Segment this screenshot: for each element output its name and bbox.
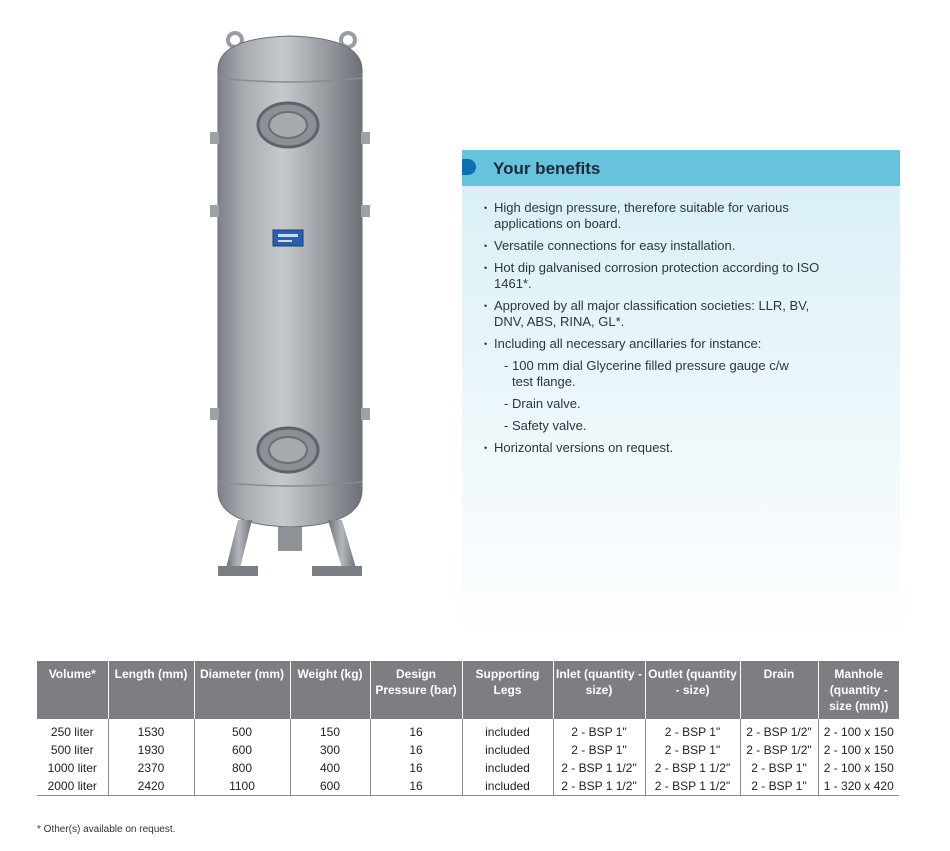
table-cell: included (462, 741, 553, 759)
table-cell: 2 - BSP 1/2" (740, 741, 818, 759)
table-cell: 16 (370, 777, 462, 796)
benefits-list (462, 186, 900, 352)
table-cell: 1 - 320 x 420 (818, 777, 899, 796)
table-header-row (37, 661, 899, 719)
table-cell: 2 - 100 x 150 (823, 725, 894, 739)
table-cell: 1000 liter (37, 759, 108, 777)
benefit-item: • Including all necessary ancillaries for instance: (484, 336, 834, 352)
table-cell: 2 - BSP 1" (740, 777, 818, 796)
ancillary-item: - Drain valve. (504, 396, 812, 412)
specifications-table (37, 661, 899, 796)
table-cell: 2 - BSP 1/2" (740, 719, 818, 741)
ancillary-item: - Safety valve. (504, 418, 812, 434)
table-cell: 500 liter (37, 741, 108, 759)
column-header: Diameter (mm) (194, 661, 290, 719)
footnote: * Other(s) available on request. (37, 824, 176, 835)
benefit-item: • High design pressure, therefore suitable for various applications on board. (484, 200, 834, 232)
table-cell: 2 - BSP 1" (645, 741, 740, 759)
table-cell: 600 (290, 777, 370, 796)
benefits-title: Your benefits (493, 159, 601, 178)
ancillaries-list (462, 358, 900, 434)
table-cell: 2 - BSP 1 1/2" (553, 759, 645, 777)
ancillary-item: - 100 mm dial Glycerine filled pressure gauge c/w test flange. (504, 358, 812, 390)
table-cell: 800 (194, 759, 290, 777)
table-cell: 2 - 100 x 150 (823, 761, 894, 775)
table-cell: 2 - BSP 1" (553, 741, 645, 759)
benefit-item: • Approved by all major classification societies: LLR, BV, DNV, ABS, RINA, GL*. (484, 298, 834, 330)
table-cell: 2 - 100 x 150 (823, 743, 894, 757)
table-cell: 400 (290, 759, 370, 777)
table-cell: 2 - BSP 1" (553, 719, 645, 741)
table-cell: included (462, 777, 553, 796)
table-cell: 2 - BSP 1" (645, 719, 740, 741)
column-header: Design Pressure (bar) (370, 661, 462, 719)
table-cell: 16 (370, 759, 462, 777)
table-cell: 1930 (108, 741, 194, 759)
table-row (37, 759, 899, 777)
benefit-item: • Horizontal versions on request. (484, 440, 834, 456)
table-row (37, 777, 899, 796)
column-header: Drain (740, 661, 818, 719)
table-cell: 500 (194, 719, 290, 741)
table-cell: 2370 (108, 759, 194, 777)
table-row (37, 719, 899, 741)
table-cell: 2 - BSP 1 1/2" (645, 777, 740, 796)
benefits-header (462, 150, 900, 186)
table-cell: 300 (290, 741, 370, 759)
table-cell: 16 (370, 719, 462, 741)
benefits-list-end (462, 440, 900, 456)
table-cell: 1530 (108, 719, 194, 741)
column-header: Length (mm) (108, 661, 194, 719)
table-cell: 150 (290, 719, 370, 741)
column-header: Volume* (37, 661, 108, 719)
benefits-panel (462, 150, 900, 642)
table-cell: 600 (194, 741, 290, 759)
column-header: Supporting Legs (462, 661, 553, 719)
column-header: Outlet (quantity - size) (645, 661, 740, 719)
table-row (37, 741, 899, 759)
benefit-item: • Hot dip galvanised corrosion protection according to ISO 1461*. (484, 260, 834, 292)
column-header: Manhole (quantity - size (mm)) (818, 661, 899, 719)
table-cell: 2 - BSP 1 1/2" (645, 759, 740, 777)
table-cell: 2420 (108, 777, 194, 796)
column-header: Weight (kg) (290, 661, 370, 719)
table-cell: 2000 liter (37, 777, 108, 796)
table-cell: included (462, 759, 553, 777)
table-cell: 250 liter (37, 719, 108, 741)
table-cell: included (462, 719, 553, 741)
table-cell: 1100 (194, 777, 290, 796)
section-marker-icon (462, 159, 476, 175)
table-cell: 16 (370, 741, 462, 759)
table-cell: 2 - BSP 1 1/2" (553, 777, 645, 796)
air-receiver-tank-illustration (200, 20, 380, 590)
column-header: Inlet (quantity - size) (553, 661, 645, 719)
table-cell: 2 - BSP 1" (740, 759, 818, 777)
product-image (200, 20, 380, 590)
benefit-item: • Versatile connections for easy installation. (484, 238, 834, 254)
